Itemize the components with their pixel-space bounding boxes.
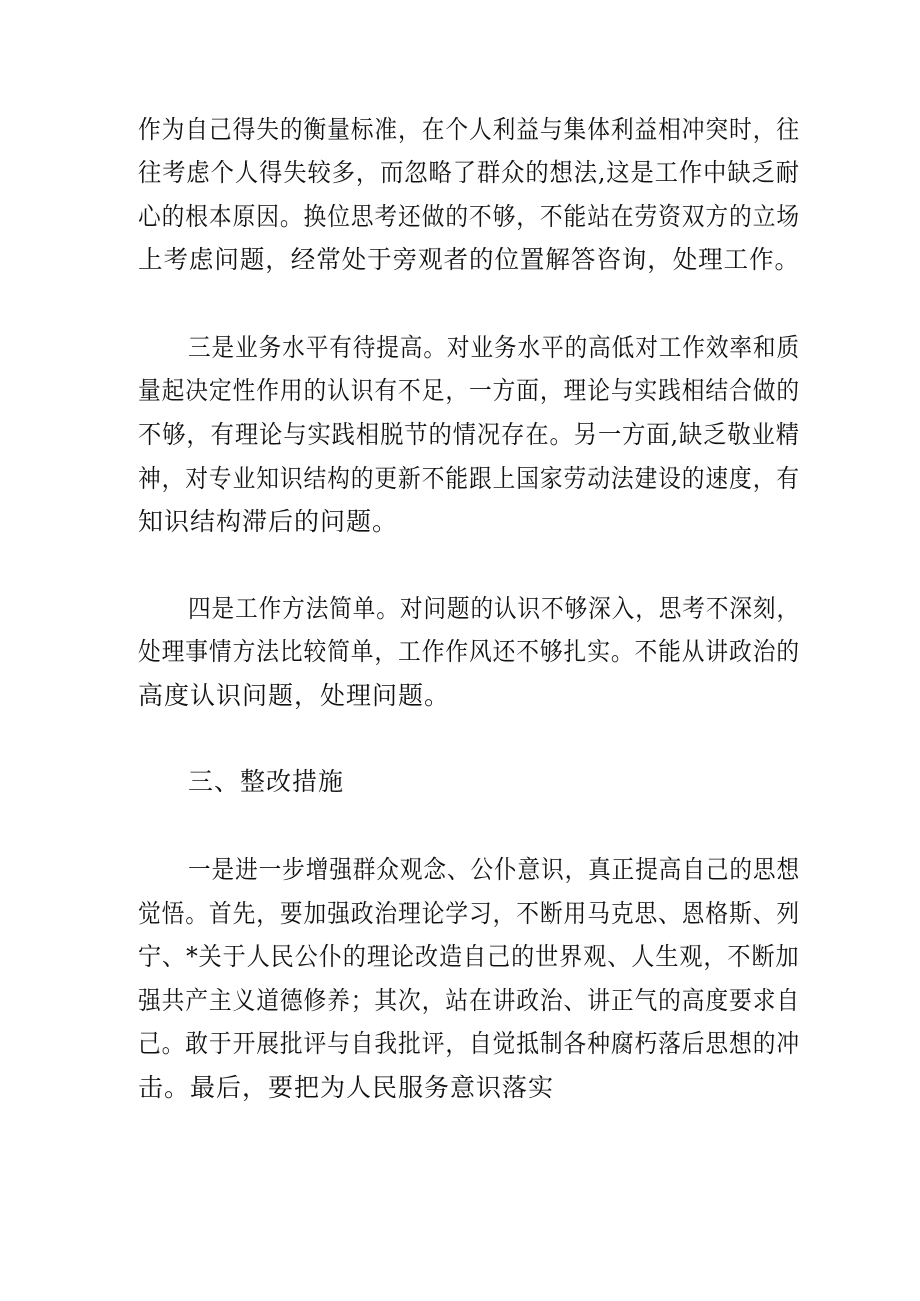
paragraph-2-line-4: 神，对专业知识结构的更新不能跟上国家劳动法建设的速度，有 (138, 464, 800, 493)
paragraph-2-line-2: 量起决定性作用的认识有不足，一方面，理论与实践相结合做的 (138, 376, 800, 405)
paragraph-4-line-3: 宁、*关于人民公仆的理论改造自己的世界观、人生观，不断加 (138, 942, 800, 971)
paragraph-2-line-1: 三是业务水平有待提高。对业务水平的高低对工作效率和质 (188, 333, 800, 362)
paragraph-1-line-4: 上考虑问题，经常处于旁观者的位置解答咨询，处理工作。 (138, 245, 801, 274)
paragraph-4-line-1: 一是进一步增强群众观念、公仆意识，真正提高自己的思想 (188, 855, 800, 884)
paragraph-3-line-3: 高度认识问题，处理问题。 (138, 681, 451, 710)
paragraph-4-line-4: 强共产主义道德修养；其次，站在讲政治、讲正气的高度要求自 (138, 986, 800, 1015)
paragraph-4-line-6: 击。最后，要把为人民服务意识落实 (138, 1073, 555, 1102)
section-heading: 三、整改措施 (188, 767, 345, 796)
paragraph-1-line-3: 心的根本原因。换位思考还做的不够，不能站在劳资双方的立场 (138, 202, 800, 231)
paragraph-2-line-3: 不够，有理论与实践相脱节的情况存在。另一方面,缺乏敬业精 (138, 420, 800, 449)
paragraph-1-line-1: 作为自己得失的衡量标准，在个人利益与集体利益相冲突时，往 (138, 115, 800, 144)
paragraph-1-line-2: 往考虑个人得失较多，而忽略了群众的想法,这是工作中缺乏耐 (138, 158, 800, 187)
paragraph-2-line-5: 知识结构滞后的问题。 (138, 507, 399, 536)
paragraph-4-line-2: 觉悟。首先，要加强政治理论学习，不断用马克思、恩格斯、列 (138, 899, 800, 928)
paragraph-3-line-1: 四是工作方法简单。对问题的认识不够深入，思考不深刻， (188, 594, 800, 623)
paragraph-4-line-5: 己。敢于开展批评与自我批评，自觉抵制各种腐朽落后思想的冲 (138, 1029, 800, 1058)
paragraph-3-line-2: 处理事情方法比较简单，工作作风还不够扎实。不能从讲政治的 (138, 637, 800, 666)
